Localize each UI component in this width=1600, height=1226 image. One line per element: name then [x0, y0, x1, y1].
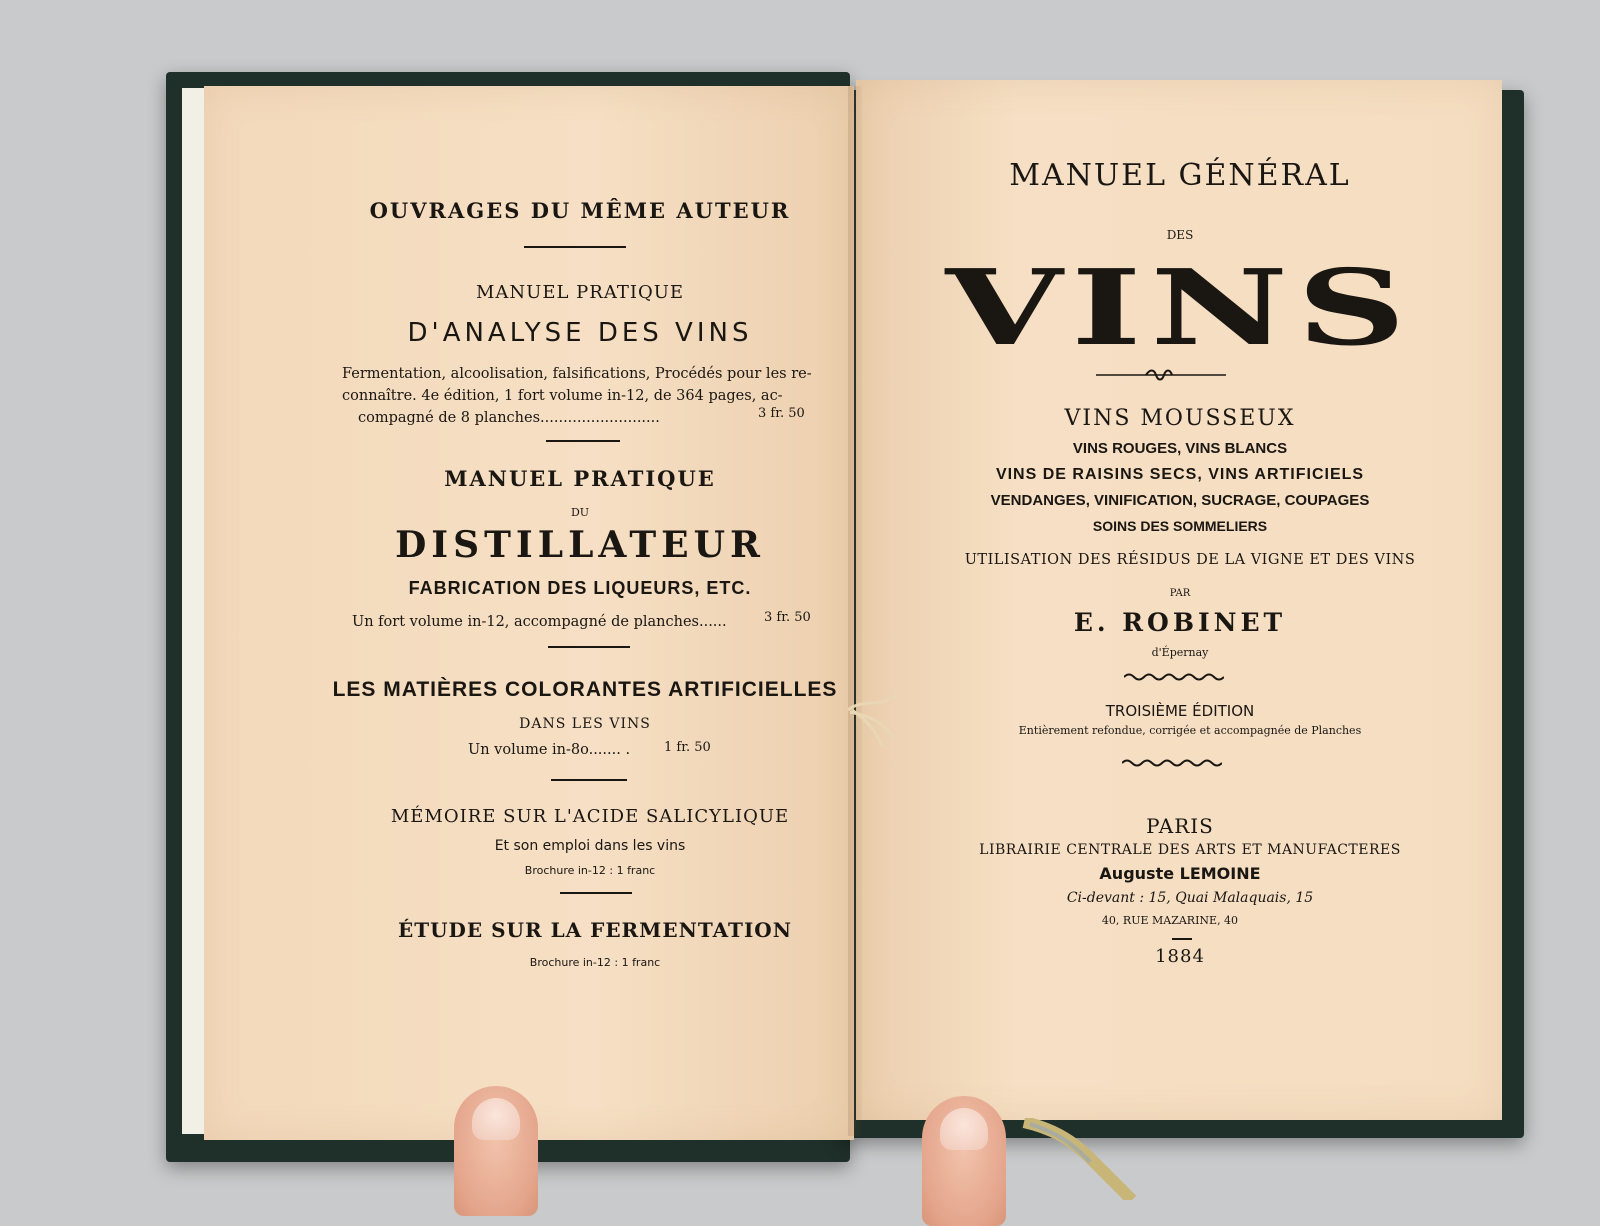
- book5-title: ÉTUDE SUR LA FERMENTATION: [397, 918, 792, 942]
- book1-desc3: compagné de 8 planches..........................: [358, 410, 660, 426]
- divider: [1172, 938, 1192, 940]
- main-title-line2: DES: [1166, 228, 1194, 242]
- subtitle-line4: VENDANGES, VINIFICATION, SUCRAGE, COUPAGES: [990, 492, 1370, 509]
- wavy-divider: [1124, 672, 1224, 682]
- main-title-line1: MANUEL GÉNÉRAL: [1009, 158, 1351, 193]
- ornamental-rule: [1096, 368, 1226, 382]
- ribbon-bookmark: [1020, 1118, 1140, 1200]
- book2-desc: Un fort volume in-12, accompagné de planches......: [352, 614, 727, 630]
- edition-note: Entièrement refondue, corrigée et accompagnée de Planches: [1018, 724, 1362, 737]
- divider: [551, 779, 627, 781]
- binding-thread: [838, 690, 908, 750]
- book3-title: LES MATIÈRES COLORANTES ARTIFICIELLES: [332, 678, 838, 701]
- divider: [560, 892, 632, 894]
- book1-desc2: connaître. 4e édition, 1 fort volume in-12, de 364 pages, ac-: [342, 388, 783, 404]
- book5-desc: Brochure in-12 : 1 franc: [529, 956, 661, 969]
- book2-subtitle: FABRICATION DES LIQUEURS, ETC.: [408, 578, 752, 598]
- publisher-city: PARIS: [1146, 814, 1214, 838]
- book3-desc: Un volume in-8o....... .: [468, 742, 631, 758]
- subtitle-line3: VINS DE RAISINS SECS, VINS ARTIFICIELS: [995, 466, 1365, 483]
- author-origin: d'Épernay: [1151, 646, 1209, 659]
- book2-title: DISTILLATEUR: [395, 524, 765, 566]
- book2-line2: DU: [570, 506, 590, 519]
- subtitle-line6: UTILISATION DES RÉSIDUS DE LA VIGNE ET DES VINS: [964, 552, 1416, 568]
- address-line2: 40, RUE MAZARINE, 40: [1101, 914, 1239, 927]
- subtitle-vins-mousseux: VINS MOUSSEUX: [1064, 406, 1296, 431]
- book4-line2: Et son emploi dans les vins: [494, 838, 686, 854]
- book3-price: 1 fr. 50: [664, 740, 711, 755]
- book4-desc: Brochure in-12 : 1 franc: [524, 864, 656, 877]
- subtitle-line5: SOINS DES SOMMELIERS: [1092, 518, 1268, 534]
- book1-desc1: Fermentation, alcoolisation, falsifications, Procédés pour les re-: [342, 366, 812, 382]
- edition-label: TROISIÈME ÉDITION: [1105, 702, 1255, 720]
- by-label: PAR: [1169, 588, 1191, 599]
- book4-title: MÉMOIRE SUR L'ACIDE SALICYLIQUE: [390, 806, 790, 827]
- publication-year: 1884: [1155, 946, 1205, 967]
- book2-line1: MANUEL PRATIQUE: [444, 466, 716, 491]
- address-line1: Ci-devant : 15, Quai Malaquais, 15: [1066, 890, 1314, 906]
- main-title-vins: VINS: [945, 246, 1415, 369]
- divider: [546, 440, 620, 442]
- book3-line2: DANS LES VINS: [519, 716, 651, 732]
- book1-line1: MANUEL PRATIQUE: [475, 282, 685, 303]
- divider: [524, 246, 626, 248]
- subtitle-line2: VINS ROUGES, VINS BLANCS: [1072, 440, 1288, 457]
- publisher-name: LIBRAIRIE CENTRALE DES ARTS ET MANUFACTERES: [979, 842, 1401, 858]
- wavy-divider: [1122, 758, 1222, 768]
- book1-title: D'ANALYSE DES VINS: [407, 318, 753, 348]
- publisher-person: Auguste LEMOINE: [1099, 864, 1261, 883]
- book1-price: 3 fr. 50: [758, 406, 805, 421]
- book-gutter: [848, 86, 862, 1136]
- divider: [548, 646, 630, 648]
- other-works-header: OUVRAGES DU MÊME AUTEUR: [369, 198, 791, 223]
- book2-price: 3 fr. 50: [764, 610, 811, 625]
- left-page: [204, 86, 854, 1140]
- thumb-left: [454, 1086, 538, 1216]
- author-name: E. ROBINET: [1073, 608, 1287, 637]
- thumb-right: [922, 1096, 1006, 1226]
